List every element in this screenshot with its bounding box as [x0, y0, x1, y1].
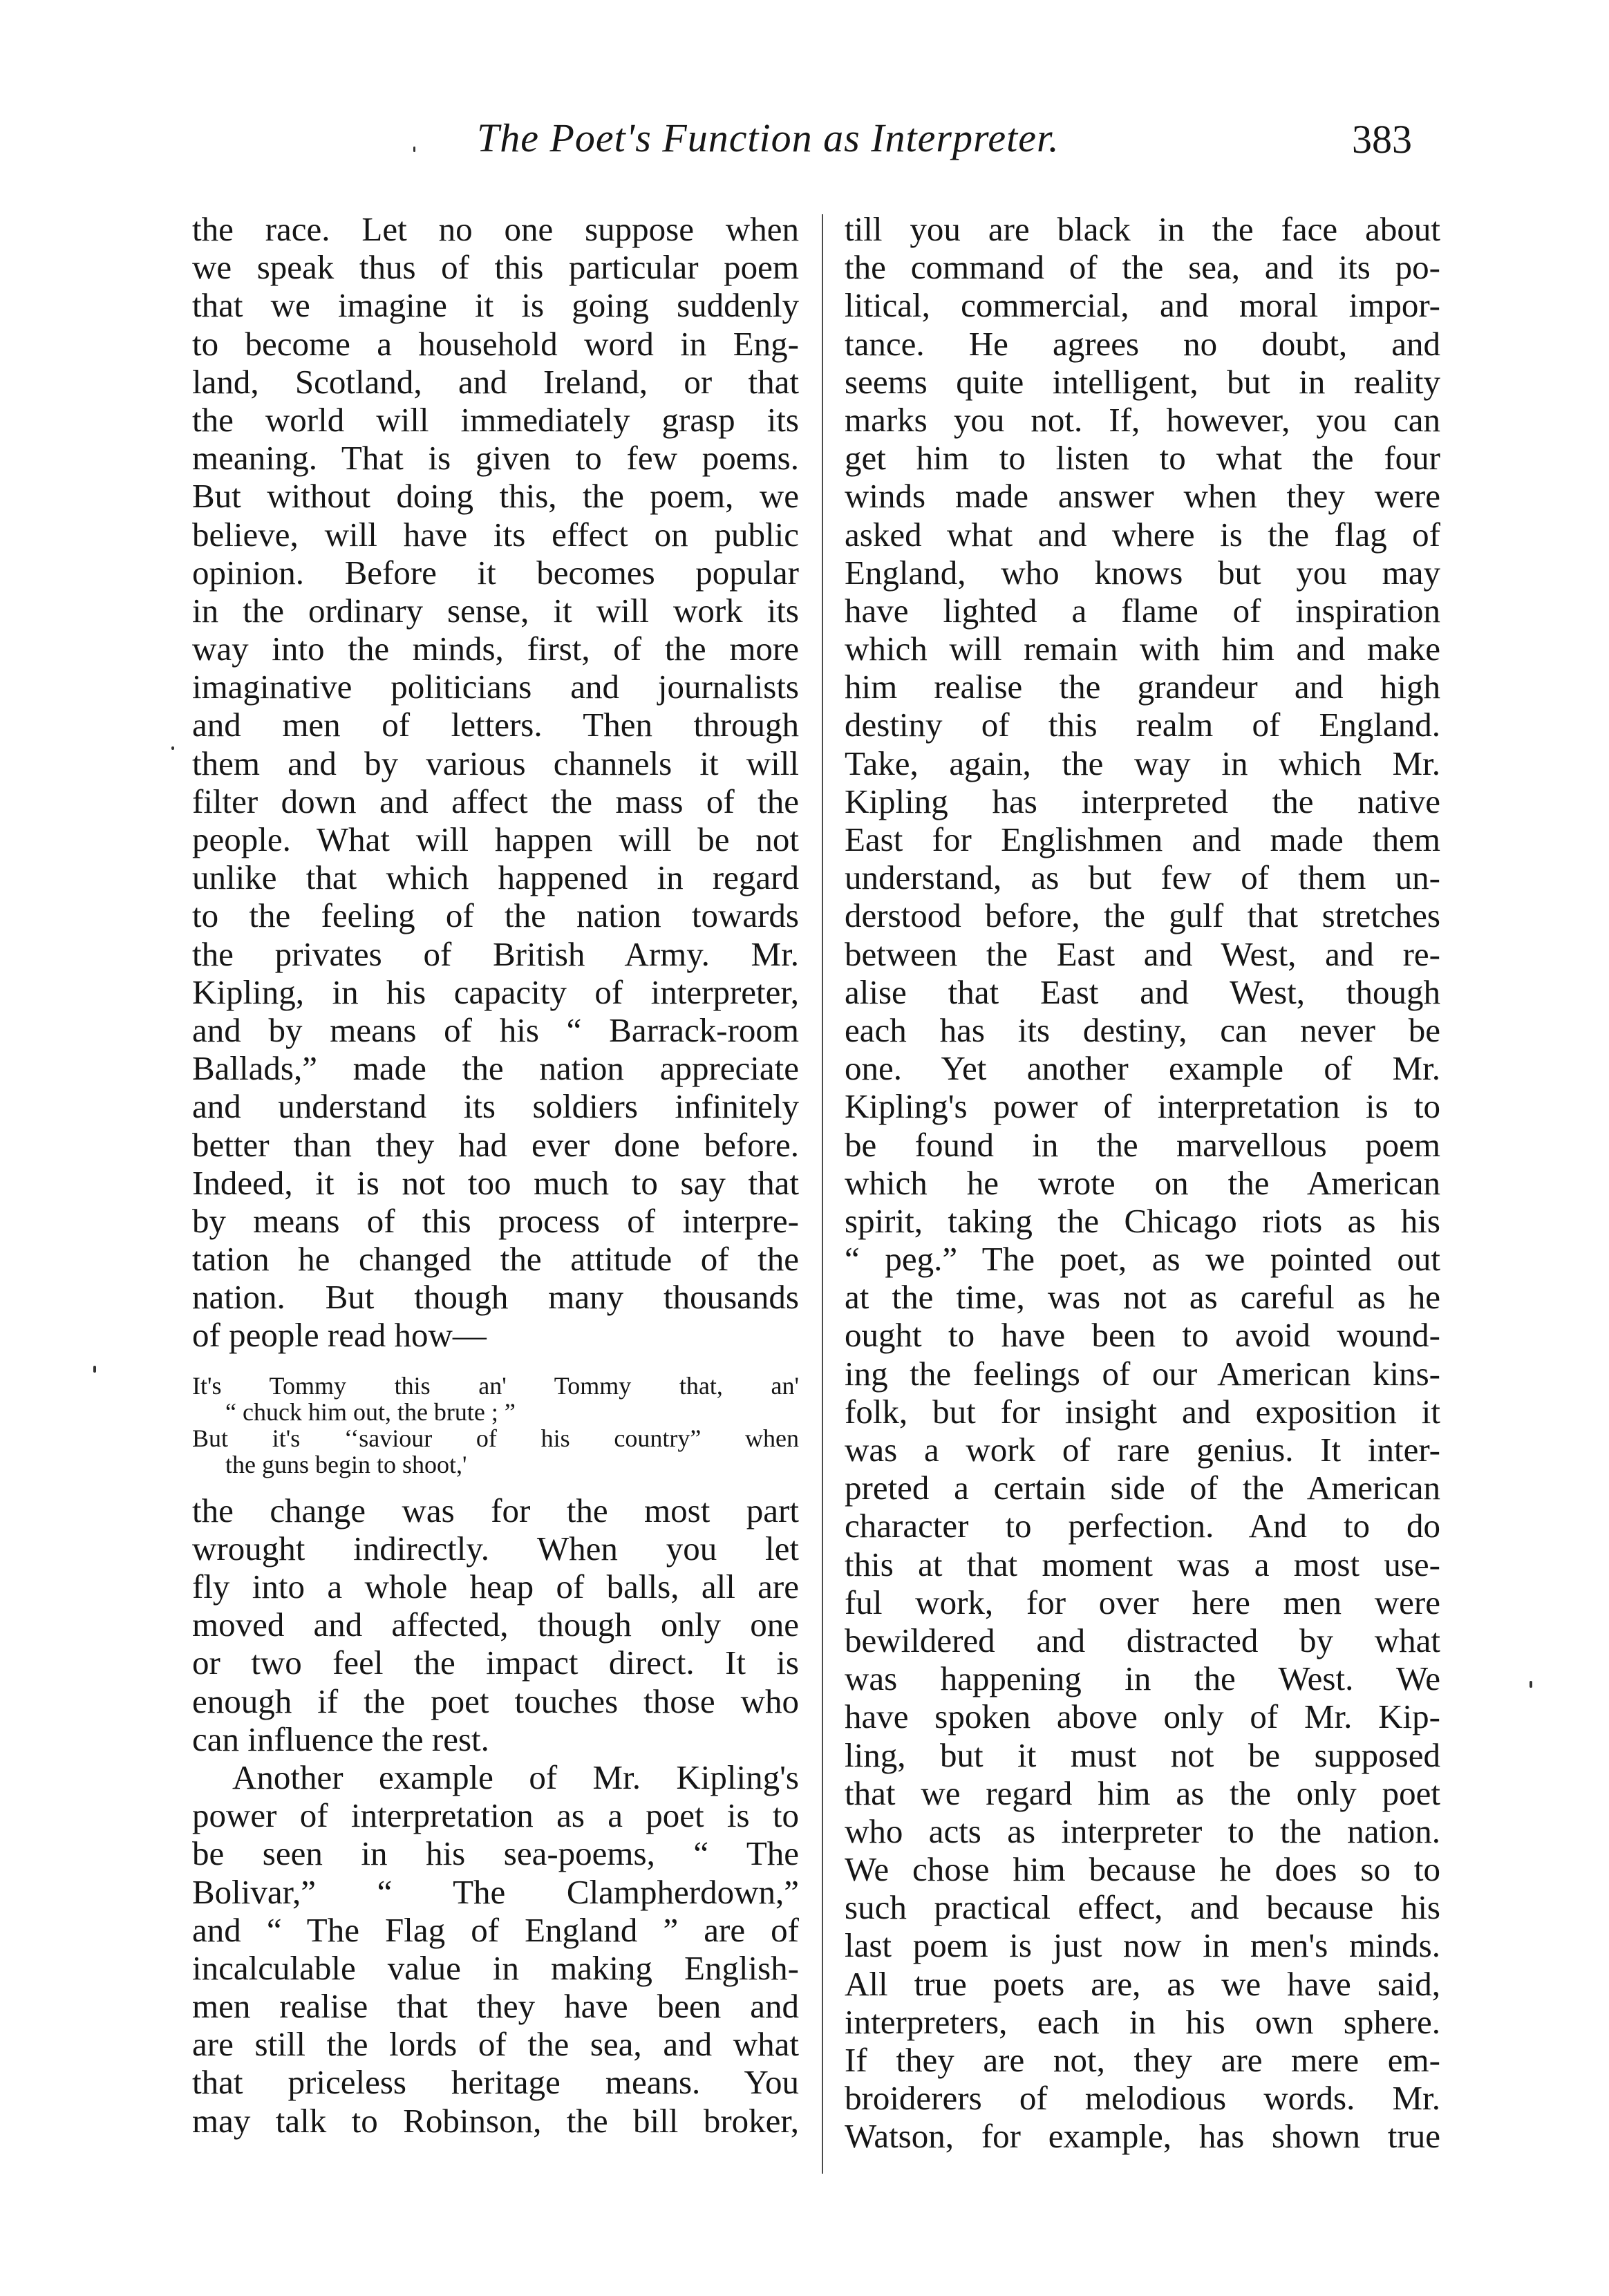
- text-line: ing the feelings of our American kins-: [845, 1354, 1440, 1393]
- text-line: Take, again, the way in which Mr.: [845, 744, 1440, 782]
- text-line: tance. He agrees no doubt, and: [845, 324, 1440, 363]
- text-line: this at that moment was a most use-: [845, 1545, 1440, 1583]
- paragraph-2: [192, 1492, 799, 1758]
- text-line: Watson, for example, has shown true: [845, 2117, 1440, 2156]
- text-line: broiderers of melodious words. Mr.: [845, 2079, 1440, 2118]
- verse-line: the guns begin to shoot,': [225, 1450, 467, 1478]
- text-line: be seen in his sea-poems, “ The: [192, 1834, 799, 1873]
- text-line: ful work, for over here men were: [845, 1583, 1440, 1621]
- text-line: was a work of rare genius. It inter-: [845, 1431, 1440, 1469]
- text-line: opinion. Before it becomes popular: [192, 553, 799, 592]
- text-line: the command of the sea, and its po-: [845, 248, 1440, 287]
- text-line: may talk to Robinson, the bill broker,: [192, 2101, 799, 2140]
- text-line: Kipling's power of interpretation is to: [845, 1087, 1440, 1126]
- scan-speck: [171, 746, 174, 750]
- text-line: But without doing this, the poem, we: [192, 477, 799, 516]
- text-line: be found in the marvellous poem: [845, 1125, 1440, 1164]
- text-line: till you are black in the face about: [845, 210, 1440, 248]
- text-line: power of interpretation as a poet is to: [192, 1796, 799, 1835]
- text-line: “ peg.” The poet, as we pointed out: [845, 1240, 1440, 1279]
- text-line: way into the minds, first, of the more: [192, 630, 799, 668]
- text-line: winds made answer when they were: [845, 477, 1440, 516]
- text-line: the privates of British Army. Mr.: [192, 934, 799, 973]
- text-line: East for Englishmen and made them: [845, 820, 1440, 858]
- text-line: meaning. That is given to few poems.: [192, 439, 799, 478]
- text-line: Kipling has interpreted the native: [845, 782, 1440, 820]
- text-line: asked what and where is the flag of: [845, 515, 1440, 554]
- text-line: that priceless heritage means. You: [192, 2063, 799, 2102]
- text-line: bewildered and distracted by what: [845, 1621, 1440, 1659]
- text-line: who acts as interpreter to the nation.: [845, 1812, 1440, 1850]
- text-line: fly into a whole heap of balls, all are: [192, 1568, 799, 1606]
- text-line: and understand its soldiers infinitely: [192, 1087, 799, 1126]
- text-line: litical, commercial, and moral impor-: [845, 286, 1440, 325]
- text-line: enough if the poet touches those who: [192, 1682, 799, 1720]
- text-line: England, who knows but you may: [845, 553, 1440, 592]
- text-line: better than they had ever done before.: [192, 1125, 799, 1164]
- page-number: 383: [1352, 117, 1412, 162]
- text-line: character to perfection. And to do: [845, 1507, 1440, 1545]
- text-line: him realise the grandeur and high: [845, 668, 1440, 706]
- text-line: them and by various channels it will: [192, 744, 799, 782]
- scan-speck: [413, 147, 415, 152]
- text-line: have spoken above only of Mr. Kip-: [845, 1697, 1440, 1736]
- text-line: the world will immediately grasp its: [192, 400, 799, 439]
- text-line: filter down and affect the mass of the: [192, 782, 799, 820]
- verse-line: But it's ‘‘saviour of his country” when: [192, 1424, 799, 1452]
- text-line: spirit, taking the Chicago riots as his: [845, 1201, 1440, 1240]
- text-line: Indeed, it is not too much to say that: [192, 1163, 799, 1202]
- text-line: last poem is just now in men's minds.: [845, 1926, 1440, 1965]
- right-column: [845, 210, 1440, 2156]
- text-line: one. Yet another example of Mr.: [845, 1049, 1440, 1088]
- left-column: [192, 210, 799, 2140]
- verse-quotation: [192, 1373, 799, 1478]
- text-line: seems quite intelligent, but in reality: [845, 362, 1440, 401]
- text-line: at the time, was not as careful as he: [845, 1278, 1440, 1317]
- text-line: or two feel the impact direct. It is: [192, 1644, 799, 1682]
- text-line: each has its destiny, can never be: [845, 1010, 1440, 1049]
- text-line: can influence the rest.: [192, 1720, 489, 1758]
- text-line: Ballads,” made the nation appreciate: [192, 1049, 799, 1088]
- text-line: and men of letters. Then through: [192, 706, 799, 744]
- text-line: was happening in the West. We: [845, 1659, 1440, 1698]
- text-line: and “ The Flag of England ” are of: [192, 1910, 799, 1949]
- text-line: destiny of this realm of England.: [845, 706, 1440, 744]
- text-line: land, Scotland, and Ireland, or that: [192, 362, 799, 401]
- text-line: If they are not, they are mere em-: [845, 2041, 1440, 2079]
- text-line: such practical effect, and because his: [845, 1888, 1440, 1927]
- text-line: wrought indirectly. When you let: [192, 1529, 799, 1568]
- text-line: to become a household word in Eng-: [192, 324, 799, 363]
- paragraph-3: [192, 1758, 799, 2140]
- text-line: by means of this process of interpre-: [192, 1201, 799, 1240]
- text-line: incalculable value in making English-: [192, 1948, 799, 1987]
- verse-line: It's Tommy this an' Tommy that, an': [192, 1371, 799, 1400]
- text-line: interpreters, each in his own sphere.: [845, 2002, 1440, 2041]
- text-line: imaginative politicians and journalists: [192, 668, 799, 706]
- verse-line: “ chuck him out, the brute ; ”: [225, 1398, 516, 1426]
- text-line: tation he changed the attitude of the: [192, 1240, 799, 1279]
- text-line: Bolivar,” “ The Clampherdown,”: [192, 1872, 799, 1911]
- text-line: We chose him because he does so to: [845, 1850, 1440, 1889]
- text-line: have lighted a flame of inspiration: [845, 591, 1440, 630]
- text-line: between the East and West, and re-: [845, 934, 1440, 973]
- text-line: to the feeling of the nation towards: [192, 896, 799, 935]
- text-line: derstood before, the gulf that stretches: [845, 896, 1440, 935]
- paragraph-1: [192, 210, 799, 1355]
- paragraph-right: [845, 210, 1440, 2156]
- text-line: preted a certain side of the American: [845, 1469, 1440, 1507]
- text-line: the race. Let no one suppose when: [192, 210, 799, 248]
- text-line: in the ordinary sense, it will work its: [192, 591, 799, 630]
- text-line: folk, but for insight and exposition it: [845, 1392, 1440, 1431]
- scan-speck: [93, 1366, 96, 1373]
- text-line: that we regard him as the only poet: [845, 1773, 1440, 1812]
- text-line: moved and affected, though only one: [192, 1606, 799, 1644]
- text-line: understand, as but few of them un-: [845, 858, 1440, 897]
- text-line: men realise that they have been and: [192, 1987, 799, 2026]
- text-line: marks you not. If, however, you can: [845, 400, 1440, 439]
- text-line: and by means of his “ Barrack-room: [192, 1010, 799, 1049]
- text-line: of people read how—: [192, 1316, 487, 1355]
- text-line: nation. But though many thousands: [192, 1278, 799, 1317]
- column-divider-rule: [822, 214, 823, 2174]
- text-line: unlike that which happened in regard: [192, 858, 799, 897]
- running-head-title: The Poet's Function as Interpreter.: [477, 115, 1060, 160]
- text-line: Another example of Mr. Kipling's: [232, 1758, 799, 1796]
- text-line: ought to have been to avoid wound-: [845, 1316, 1440, 1355]
- text-line: which will remain with him and make: [845, 630, 1440, 668]
- text-line: are still the lords of the sea, and what: [192, 2025, 799, 2064]
- text-line: the change was for the most part: [192, 1491, 799, 1530]
- text-line: we speak thus of this particular poem: [192, 248, 799, 287]
- text-line: that we imagine it is going suddenly: [192, 286, 799, 325]
- text-line: alise that East and West, though: [845, 972, 1440, 1011]
- text-line: Kipling, in his capacity of interpreter,: [192, 972, 799, 1011]
- text-line: believe, will have its effect on public: [192, 515, 799, 554]
- text-line: which he wrote on the American: [845, 1163, 1440, 1202]
- text-line: get him to listen to what the four: [845, 439, 1440, 478]
- scan-speck: [1530, 1681, 1532, 1688]
- text-line: All true poets are, as we have said,: [845, 1964, 1440, 2003]
- text-line: people. What will happen will be not: [192, 820, 799, 858]
- text-line: ling, but it must not be supposed: [845, 1735, 1440, 1774]
